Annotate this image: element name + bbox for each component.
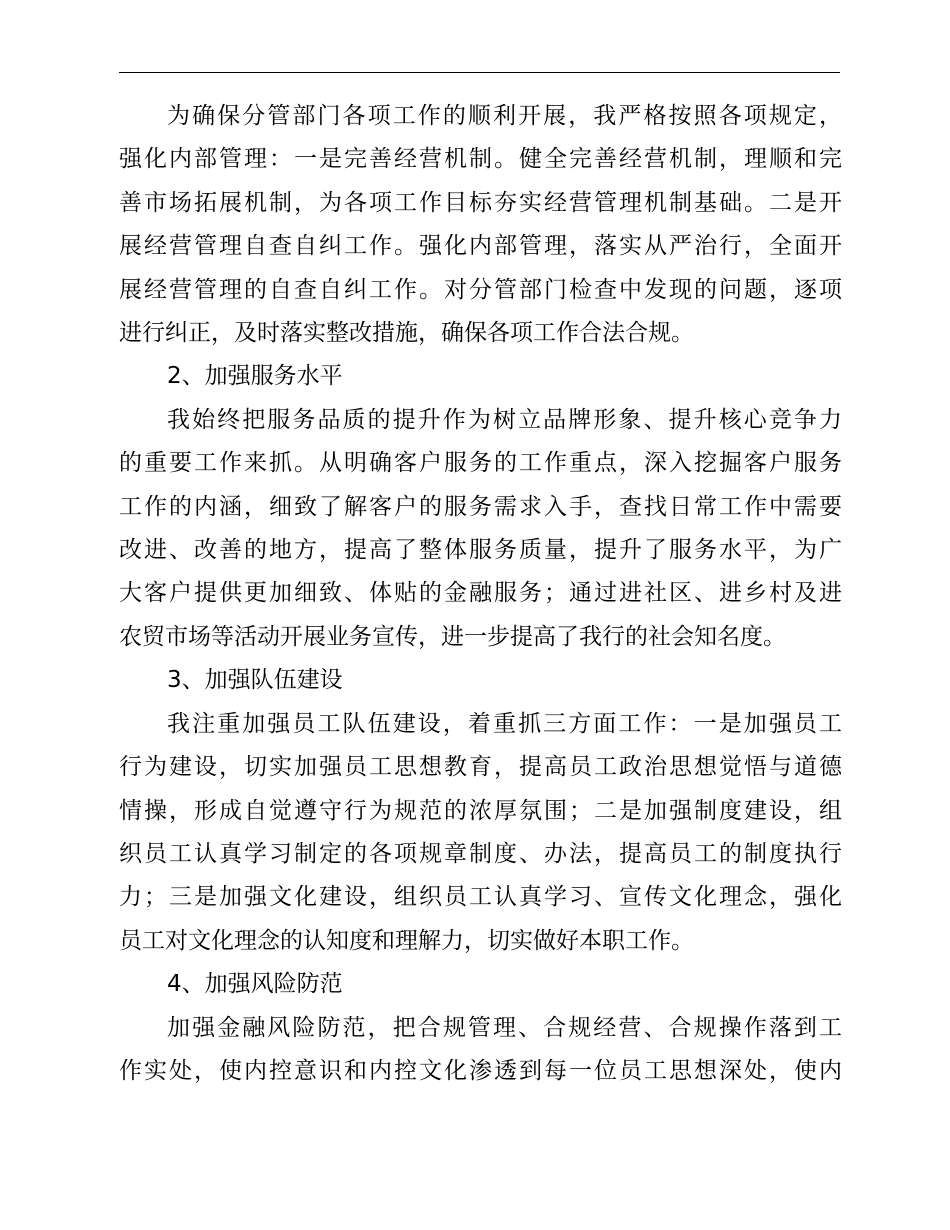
paragraph-risk <box>119 1007 842 1094</box>
text-line: 作实处，使内控意识和内控文化渗透到每一位员工思想深处，使内 <box>119 1057 842 1084</box>
section-heading-team: 3、加强队伍建设 <box>167 667 343 694</box>
text-line: 的重要工作来抓。从明确客户服务的工作重点，深入挖掘客户服务 <box>119 450 842 477</box>
text-line: 强化内部管理：一是完善经营机制。健全完善经营机制，理顺和完 <box>119 146 842 173</box>
section-heading-risk: 4、加强风险防范 <box>167 971 343 998</box>
text-line: 展经营管理的自查自纠工作。对分管部门检查中发现的问题，逐项 <box>119 276 842 303</box>
text-line: 展经营管理自查自纠工作。强化内部管理，落实从严治行，全面开 <box>119 233 842 260</box>
text-line: 工作的内涵，细致了解客户的服务需求入手，查找日常工作中需要 <box>119 493 842 520</box>
paragraph-team <box>119 703 842 963</box>
text-line: 改进、改善的地方，提高了整体服务质量，提升了服务水平，为广 <box>119 537 842 564</box>
text-line: 员工对文化理念的认知度和理解力，切实做好本职工作。 <box>119 927 694 954</box>
text-line: 为确保分管部门各项工作的顺利开展，我严格按照各项规定， <box>167 103 842 129</box>
text-line: 情操，形成自觉遵守行为规范的浓厚氛围；二是加强制度建设，组 <box>119 797 842 824</box>
text-line: 善市场拓展机制，为各项工作目标夯实经营管理机制基础。二是开 <box>119 189 842 216</box>
text-line: 我始终把服务品质的提升作为树立品牌形象、提升核心竞争力 <box>167 406 842 433</box>
paragraph-management <box>119 95 842 355</box>
paragraph-service <box>119 399 842 659</box>
text-line: 农贸市场等活动开展业务宣传，进一步提高了我行的社会知名度。 <box>119 623 786 650</box>
text-line: 进行纠正，及时落实整改措施，确保各项工作合法合规。 <box>119 320 694 347</box>
text-line: 力；三是加强文化建设，组织员工认真学习、宣传文化理念，强化 <box>119 884 842 911</box>
section-heading-service: 2、加强服务水平 <box>167 363 343 390</box>
text-line: 加强金融风险防范，把合规管理、合规经营、合规操作落到工 <box>167 1014 842 1041</box>
document-body <box>119 95 842 1093</box>
text-line: 大客户提供更加细致、体贴的金融服务；通过进社区、进乡村及进 <box>119 580 842 607</box>
text-line: 织员工认真学习制定的各项规章制度、办法，提高员工的制度执行 <box>119 840 842 867</box>
text-line: 我注重加强员工队伍建设，着重抓三方面工作：一是加强员工 <box>167 710 842 737</box>
text-line: 行为建设，切实加强员工思想教育，提高员工政治思想觉悟与道德 <box>119 754 842 781</box>
header-rule <box>119 72 840 73</box>
